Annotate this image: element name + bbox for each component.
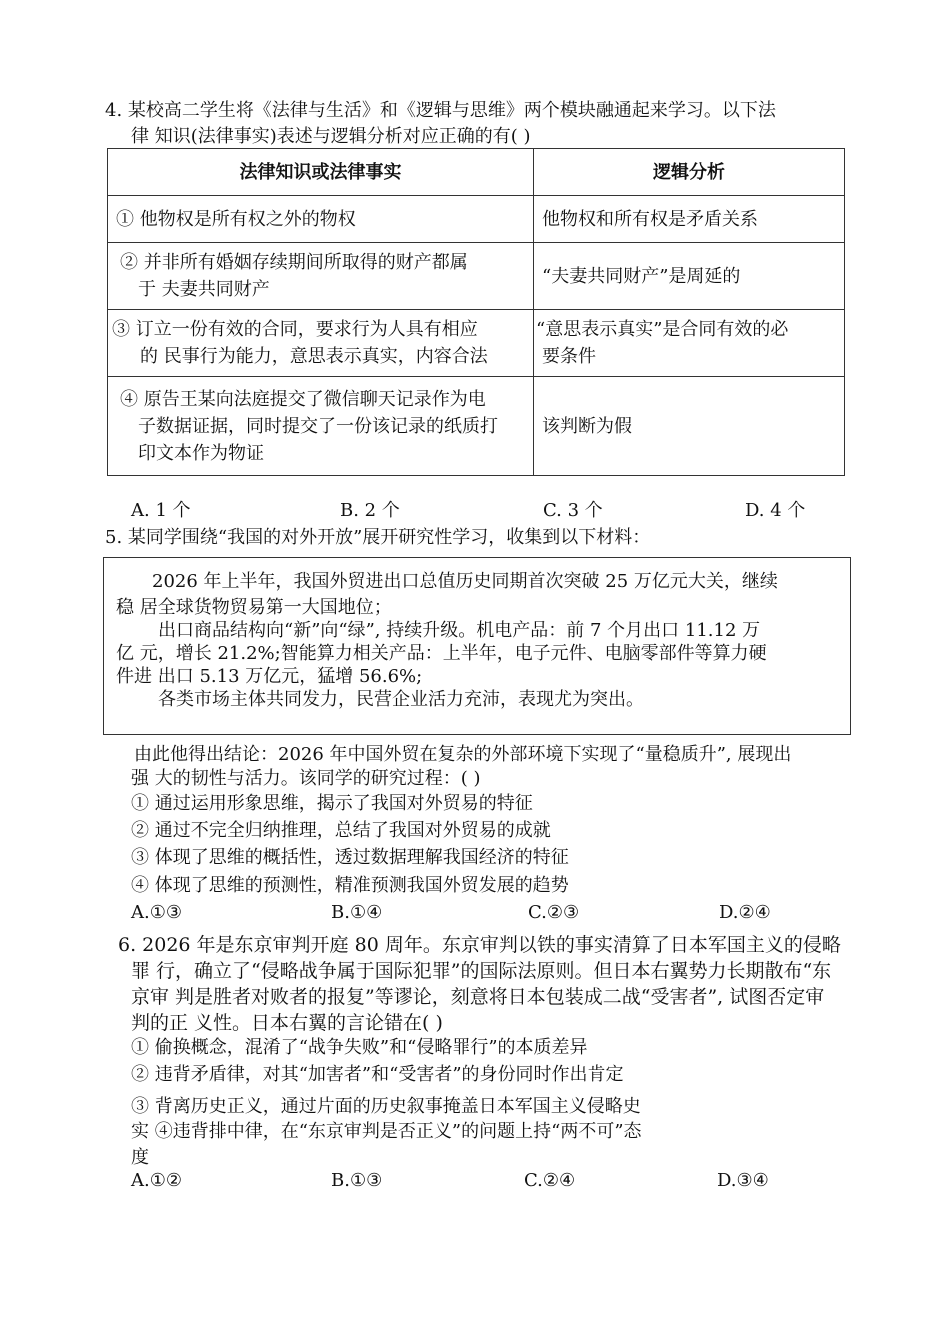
q5-option-a[interactable]: A.①③ bbox=[131, 902, 182, 923]
table-cell-law: ④ 原告王某向法庭提交了微信聊天记录作为电 子数据证据，同时提交了一份该记录的纸质打 印文本作为物证 bbox=[108, 377, 534, 476]
table-header-law: 法律知识或法律事实 bbox=[108, 149, 534, 196]
q6-stem-line2: 罪 行，确立了“侵略战争属于国际犯罪”的国际法原则。但日本右翼势力长期散布“东 bbox=[131, 960, 832, 982]
q4-option-a[interactable]: A. 1 个 bbox=[131, 500, 191, 521]
q6-stem-line1: 6. 2026 年是东京审判开庭 80 周年。东京审判以铁的事实清算了日本军国主义的侵略 bbox=[118, 934, 841, 956]
q5-material-line: 件进 出口 5.13 万亿元，猛增 56.6%; bbox=[116, 666, 423, 687]
q5-statement-4: ④ 体现了思维的预测性，精准预测我国外贸发展的趋势 bbox=[131, 875, 569, 896]
q5-material-line: 出口商品结构向“新”向“绿”, 持续升级。机电产品：前 7 个月出口 11.12 万 bbox=[158, 620, 761, 641]
table-cell-logic: “意思表示真实”是合同有效的必 要条件 bbox=[534, 310, 845, 377]
q5-conclusion-line1: 由此他得出结论：2026 年中国外贸在复杂的外部环境下实现了“量稳质升”, 展现出 bbox=[134, 744, 792, 765]
q4-option-d[interactable]: D. 4 个 bbox=[745, 500, 806, 521]
q5-conclusion-line2: 强 大的韧性与活力。该同学的研究过程：( ) bbox=[131, 768, 481, 789]
q5-stem: 5. 某同学围绕“我国的对外开放”展开研究性学习，收集到以下材料： bbox=[105, 527, 651, 548]
table-row bbox=[108, 243, 845, 310]
table-row bbox=[108, 196, 845, 243]
q5-statement-3: ③ 体现了思维的概括性，透过数据理解我国经济的特征 bbox=[131, 847, 569, 868]
table-row bbox=[108, 377, 845, 476]
q4-stem-line1: 4. 某校高二学生将《法律与生活》和《逻辑与思维》两个模块融通起来学习。以下法 bbox=[105, 100, 776, 121]
q4-stem-line2: 律 知识(法律事实)表述与逻辑分析对应正确的有( ) bbox=[131, 126, 531, 147]
q4-option-b[interactable]: B. 2 个 bbox=[340, 500, 400, 521]
table-header-logic: 逻辑分析 bbox=[534, 149, 845, 196]
q5-material-line: 稳 居全球货物贸易第一大国地位； bbox=[116, 597, 392, 618]
law-logic-table bbox=[107, 148, 845, 476]
table-cell-law: ① 他物权是所有权之外的物权 bbox=[108, 196, 534, 243]
table-cell-law: ③ 订立一份有效的合同，要求行为人具有相应 的 民事行为能力，意思表示真实，内容合法 bbox=[108, 310, 534, 377]
q6-stem-line3: 京审 判是胜者对败者的报复”等谬论，刻意将日本包装成二战“受害者”, 试图否定审 bbox=[131, 986, 825, 1008]
q5-material-line: 亿 元，增长 21.2%;智能算力相关产品：上半年，电子元件、电脑零部件等算力硬 bbox=[116, 643, 767, 664]
q6-option-d[interactable]: D.③④ bbox=[717, 1170, 769, 1191]
table-header-row bbox=[108, 149, 845, 196]
q5-option-c[interactable]: C.②③ bbox=[528, 902, 580, 923]
q5-material-line: 各类市场主体共同发力，民营企业活力充沛，表现尤为突出。 bbox=[158, 689, 644, 710]
q5-statement-1: ① 通过运用形象思维，揭示了我国对外贸易的特征 bbox=[131, 793, 533, 814]
table-cell-logic: 他物权和所有权是矛盾关系 bbox=[534, 196, 845, 243]
q5-material-line: 2026 年上半年，我国外贸进出口总值历史同期首次突破 25 万亿元大关，继续 bbox=[152, 571, 778, 592]
q6-option-c[interactable]: C.②④ bbox=[524, 1170, 576, 1191]
q5-option-b[interactable]: B.①④ bbox=[331, 902, 383, 923]
q6-option-a[interactable]: A.①② bbox=[131, 1170, 182, 1191]
table-cell-law: ② 并非所有婚姻存续期间所取得的财产都属 于 夫妻共同财产 bbox=[108, 243, 534, 310]
q6-statement-4: 实 ④违背排中律，在“东京审判是否正义”的问题上持“两不可”态 bbox=[131, 1121, 642, 1142]
q6-statement-3: ③ 背离历史正义，通过片面的历史叙事掩盖日本军国主义侵略史 bbox=[131, 1096, 641, 1117]
q4-option-c[interactable]: C. 3 个 bbox=[543, 500, 603, 521]
table-cell-logic: 该判断为假 bbox=[534, 377, 845, 476]
q6-option-b[interactable]: B.①③ bbox=[331, 1170, 383, 1191]
q6-statement-2: ② 违背矛盾律，对其“加害者”和“受害者”的身份同时作出肯定 bbox=[131, 1064, 624, 1085]
table-cell-logic: “夫妻共同财产”是周延的 bbox=[534, 243, 845, 310]
q6-statement-4-cont: 度 bbox=[131, 1147, 149, 1168]
table-row bbox=[108, 310, 845, 377]
q6-statement-1: ① 偷换概念，混淆了“战争失败”和“侵略罪行”的本质差异 bbox=[131, 1037, 588, 1058]
q6-stem-line4: 判的正 义性。日本右翼的言论错在( ) bbox=[131, 1012, 443, 1034]
q5-option-d[interactable]: D.②④ bbox=[719, 902, 771, 923]
q5-statement-2: ② 通过不完全归纳推理，总结了我国对外贸易的成就 bbox=[131, 820, 551, 841]
